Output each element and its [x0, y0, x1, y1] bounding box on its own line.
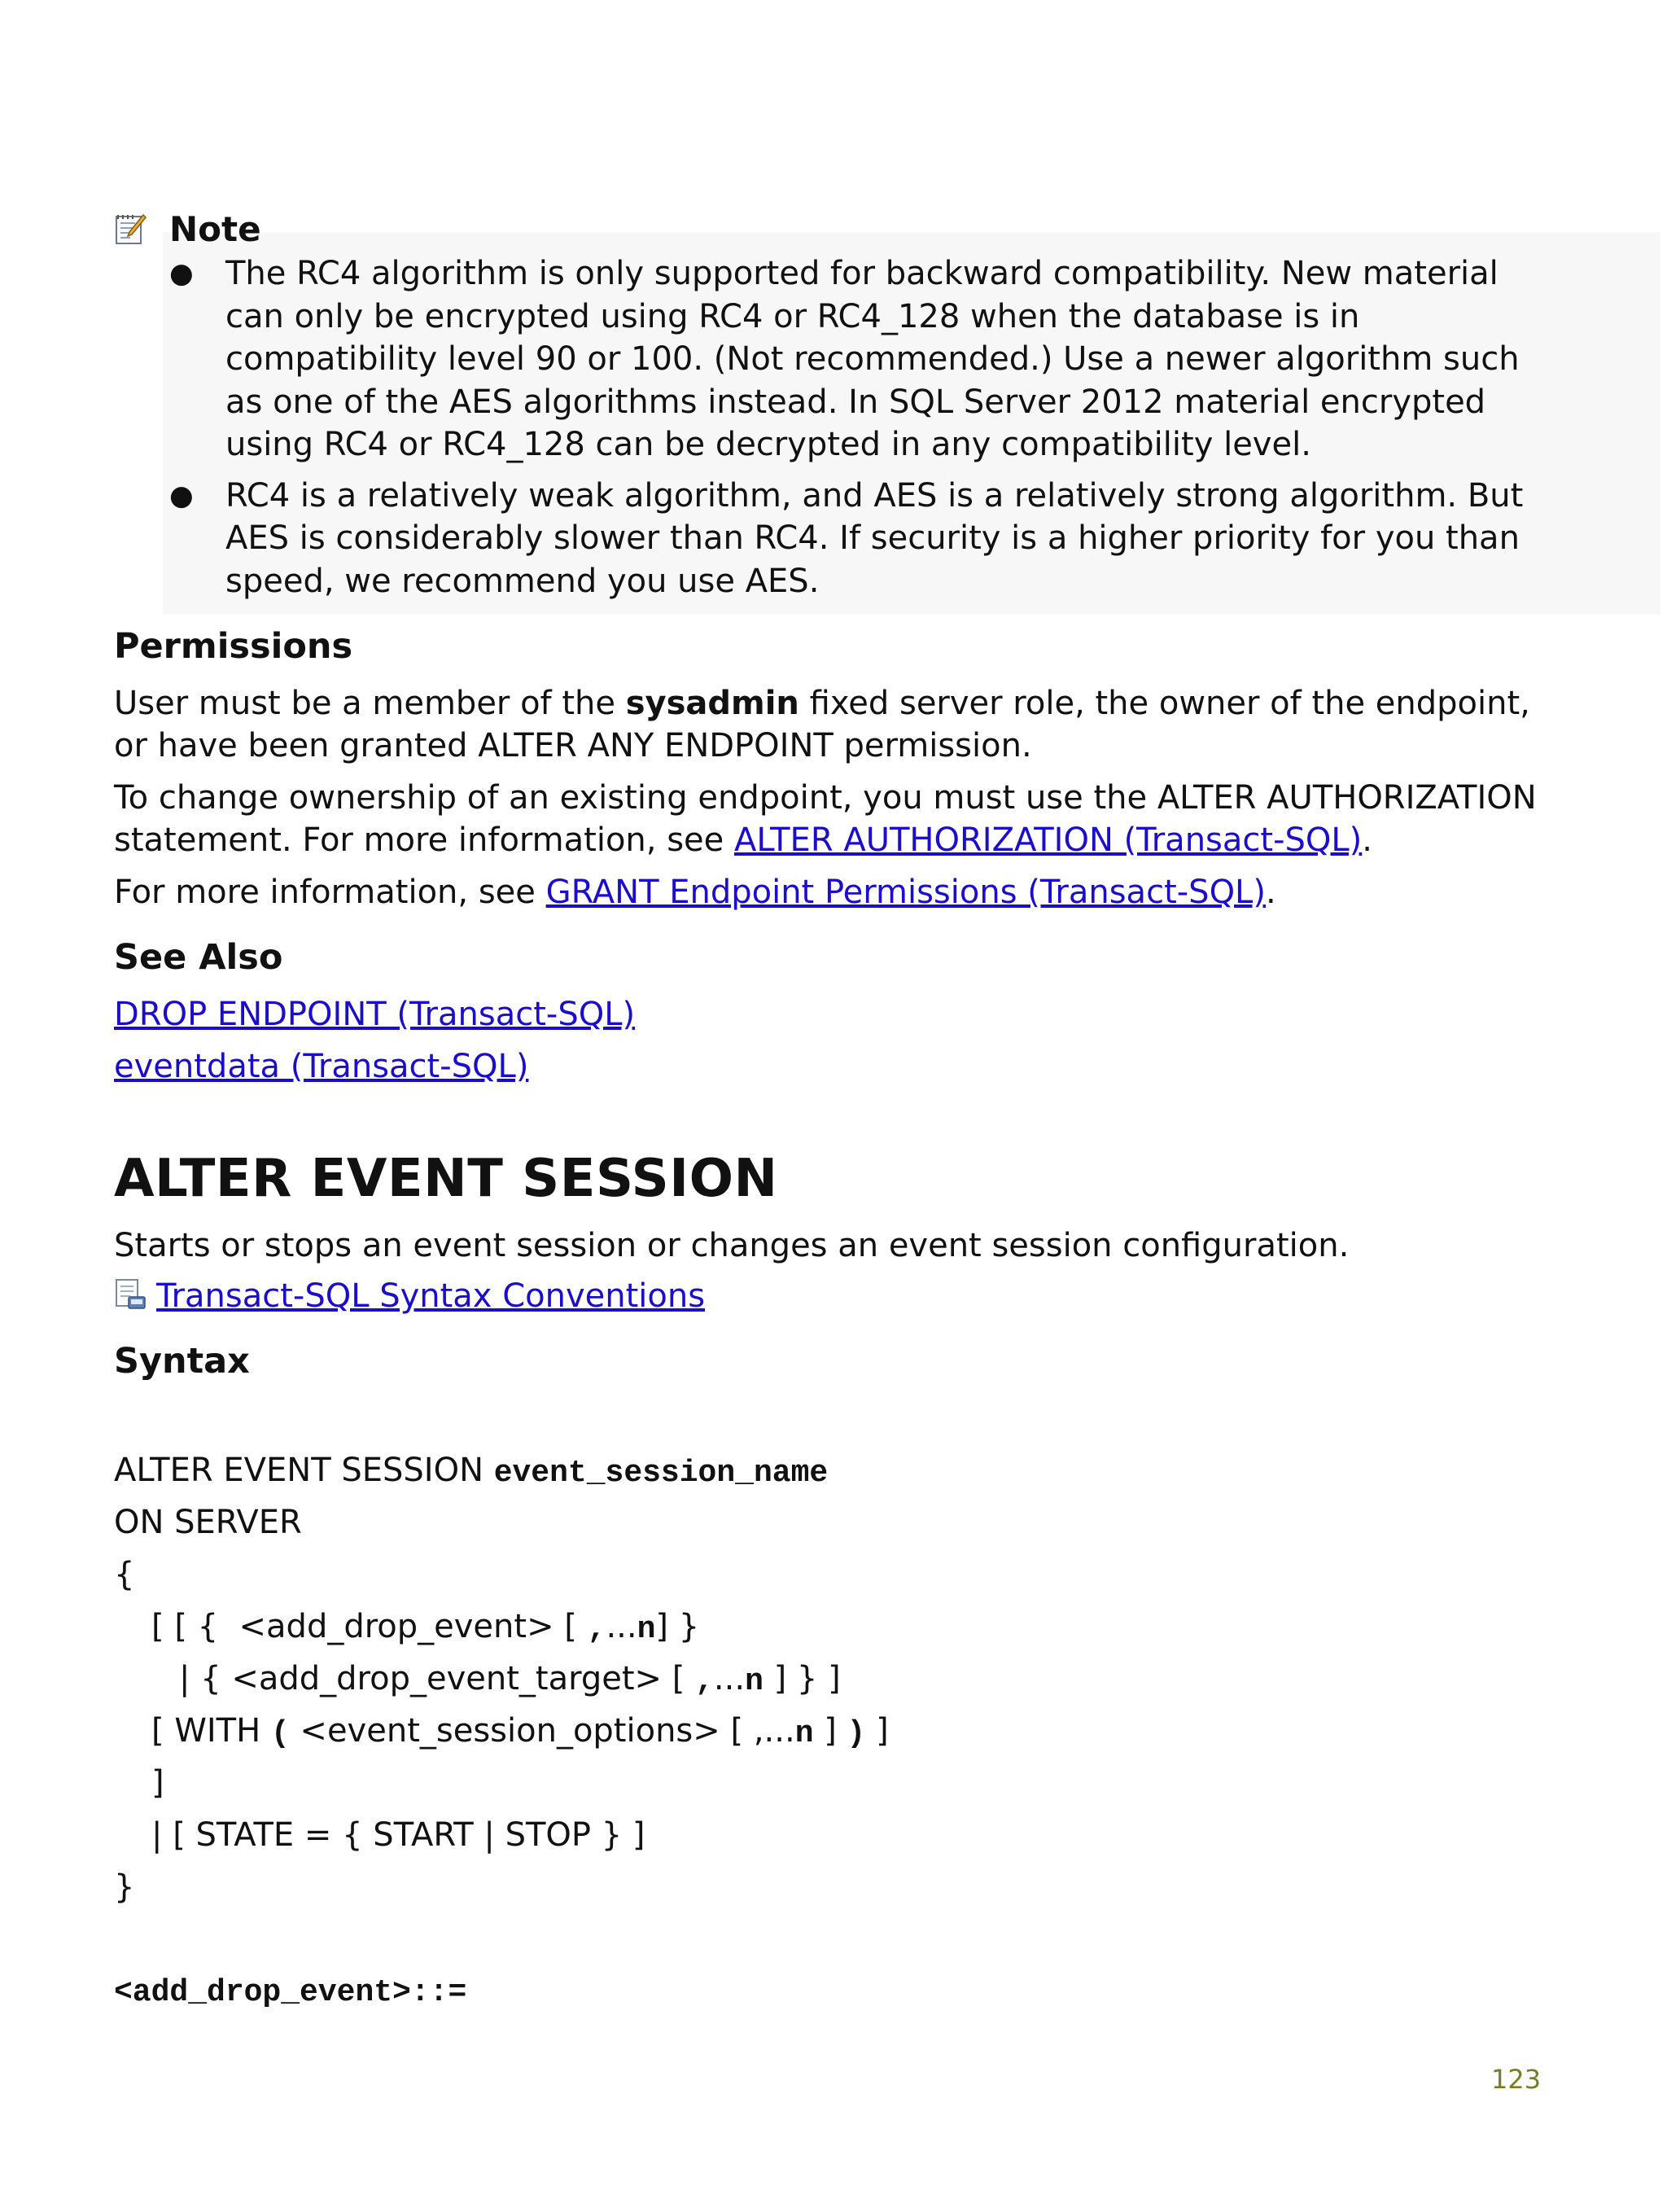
syntax-text: | { <add_drop_event_target> [	[179, 1660, 696, 1697]
note-title: Note	[169, 208, 261, 249]
permissions-paragraph-1	[114, 682, 1547, 767]
paragraph-text: .	[1362, 821, 1372, 859]
syntax-text: [ [ { <add_drop_event> [	[151, 1608, 588, 1645]
syntax-heading: Syntax	[114, 1341, 250, 1382]
paragraph-text: .	[1265, 874, 1276, 911]
syntax-conventions-link[interactable]: Transact-SQL Syntax Conventions	[156, 1277, 706, 1315]
permissions-paragraph-2	[114, 777, 1547, 861]
syntax-token: n	[637, 1612, 656, 1647]
sysadmin-term: sysadmin	[625, 685, 799, 722]
eventdata-link[interactable]: eventdata (Transact-SQL)	[114, 1048, 529, 1085]
syntax-text: ...	[606, 1608, 637, 1645]
syntax-text: ALTER EVENT SESSION	[114, 1452, 494, 1489]
page-number: 123	[1491, 2064, 1542, 2095]
syntax-text: <event_session_options> [ ,...	[289, 1712, 795, 1750]
syntax-token: n	[745, 1664, 763, 1699]
paragraph-text: For more information, see	[114, 874, 546, 911]
syntax-line-7: ]	[151, 1764, 164, 1802]
syntax-line-4	[151, 1605, 699, 1651]
note-header	[114, 208, 261, 249]
see-also-heading: See Also	[114, 937, 283, 978]
syntax-line-8: | [ STATE = { START | STOP } ]	[151, 1816, 645, 1854]
syntax-line-6	[151, 1710, 889, 1755]
syntax-token: n	[794, 1716, 814, 1751]
paragraph-text: fixed server role, the owner of the endpoint, or have been granted ALTER ANY ENDPOINT permission.	[114, 685, 1530, 764]
syntax-token: <add_drop_event>::=	[114, 1975, 467, 2010]
syntax-text: [ WITH	[151, 1712, 271, 1750]
paragraph-text: To change ownership of an existing endpoint, you must use the ALTER AUTHORIZATION statement. For more information, see	[114, 779, 1537, 859]
syntax-line-2: ON SERVER	[114, 1504, 302, 1541]
note-bullet-list	[167, 252, 1534, 611]
drop-endpoint-link[interactable]: DROP ENDPOINT (Transact-SQL)	[114, 996, 636, 1033]
note-bullet-text: RC4 is a relatively weak algorithm, and AES is a relatively strong algorithm. But AES is considerably slower than RC4. If security is a higher priority for you than speed, we recommend you use AES.	[225, 476, 1524, 600]
syntax-text: ...	[713, 1660, 746, 1697]
permissions-paragraph-3	[114, 871, 1547, 913]
syntax-line-9: }	[114, 1868, 135, 1906]
paragraph-text: User must be a member of the	[114, 685, 626, 722]
syntax-line-3: {	[114, 1556, 135, 1593]
syntax-text: ]	[865, 1712, 889, 1750]
syntax-text: ] }	[655, 1608, 700, 1645]
note-bullet-item	[167, 475, 1534, 603]
syntax-token: ,	[587, 1612, 606, 1647]
section-description: Starts or stops an event session or changes an event session configuration.	[114, 1227, 1350, 1264]
syntax-line-5	[179, 1658, 841, 1703]
note-bullet-text: The RC4 algorithm is only supported for backward compatibility. New material can only be encrypted using RC4 or RC4_128 when the database is in compatibility level 90 or 100. (Not recommended.) Use a newer algorithm such as one of the AES algorithms instead. In SQL Server 2012 material encrypted using RC4 or RC4_128 can be decrypted in any compatibility level.	[225, 255, 1520, 463]
permissions-heading: Permissions	[114, 626, 353, 667]
bullet-icon: ●	[169, 479, 194, 512]
syntax-line-1	[114, 1449, 828, 1495]
syntax-token: )	[847, 1716, 866, 1751]
syntax-text: ]	[813, 1712, 847, 1750]
bullet-icon: ●	[169, 257, 194, 290]
syntax-token: (	[270, 1716, 290, 1751]
syntax-token: ,	[695, 1664, 714, 1699]
syntax-argument: event_session_name	[493, 1456, 829, 1491]
grant-endpoint-permissions-link[interactable]: GRANT Endpoint Permissions (Transact-SQL)	[545, 874, 1266, 911]
note-bullet-item	[167, 252, 1534, 466]
section-title: ALTER EVENT SESSION	[114, 1149, 778, 1209]
document-link-icon	[114, 1277, 147, 1312]
syntax-conventions-row	[114, 1275, 1547, 1317]
syntax-text: ] } ]	[763, 1660, 841, 1697]
alter-authorization-link[interactable]: ALTER AUTHORIZATION (Transact-SQL)	[733, 821, 1363, 859]
add-drop-event-definition	[114, 1969, 466, 2014]
note-icon	[114, 212, 147, 246]
